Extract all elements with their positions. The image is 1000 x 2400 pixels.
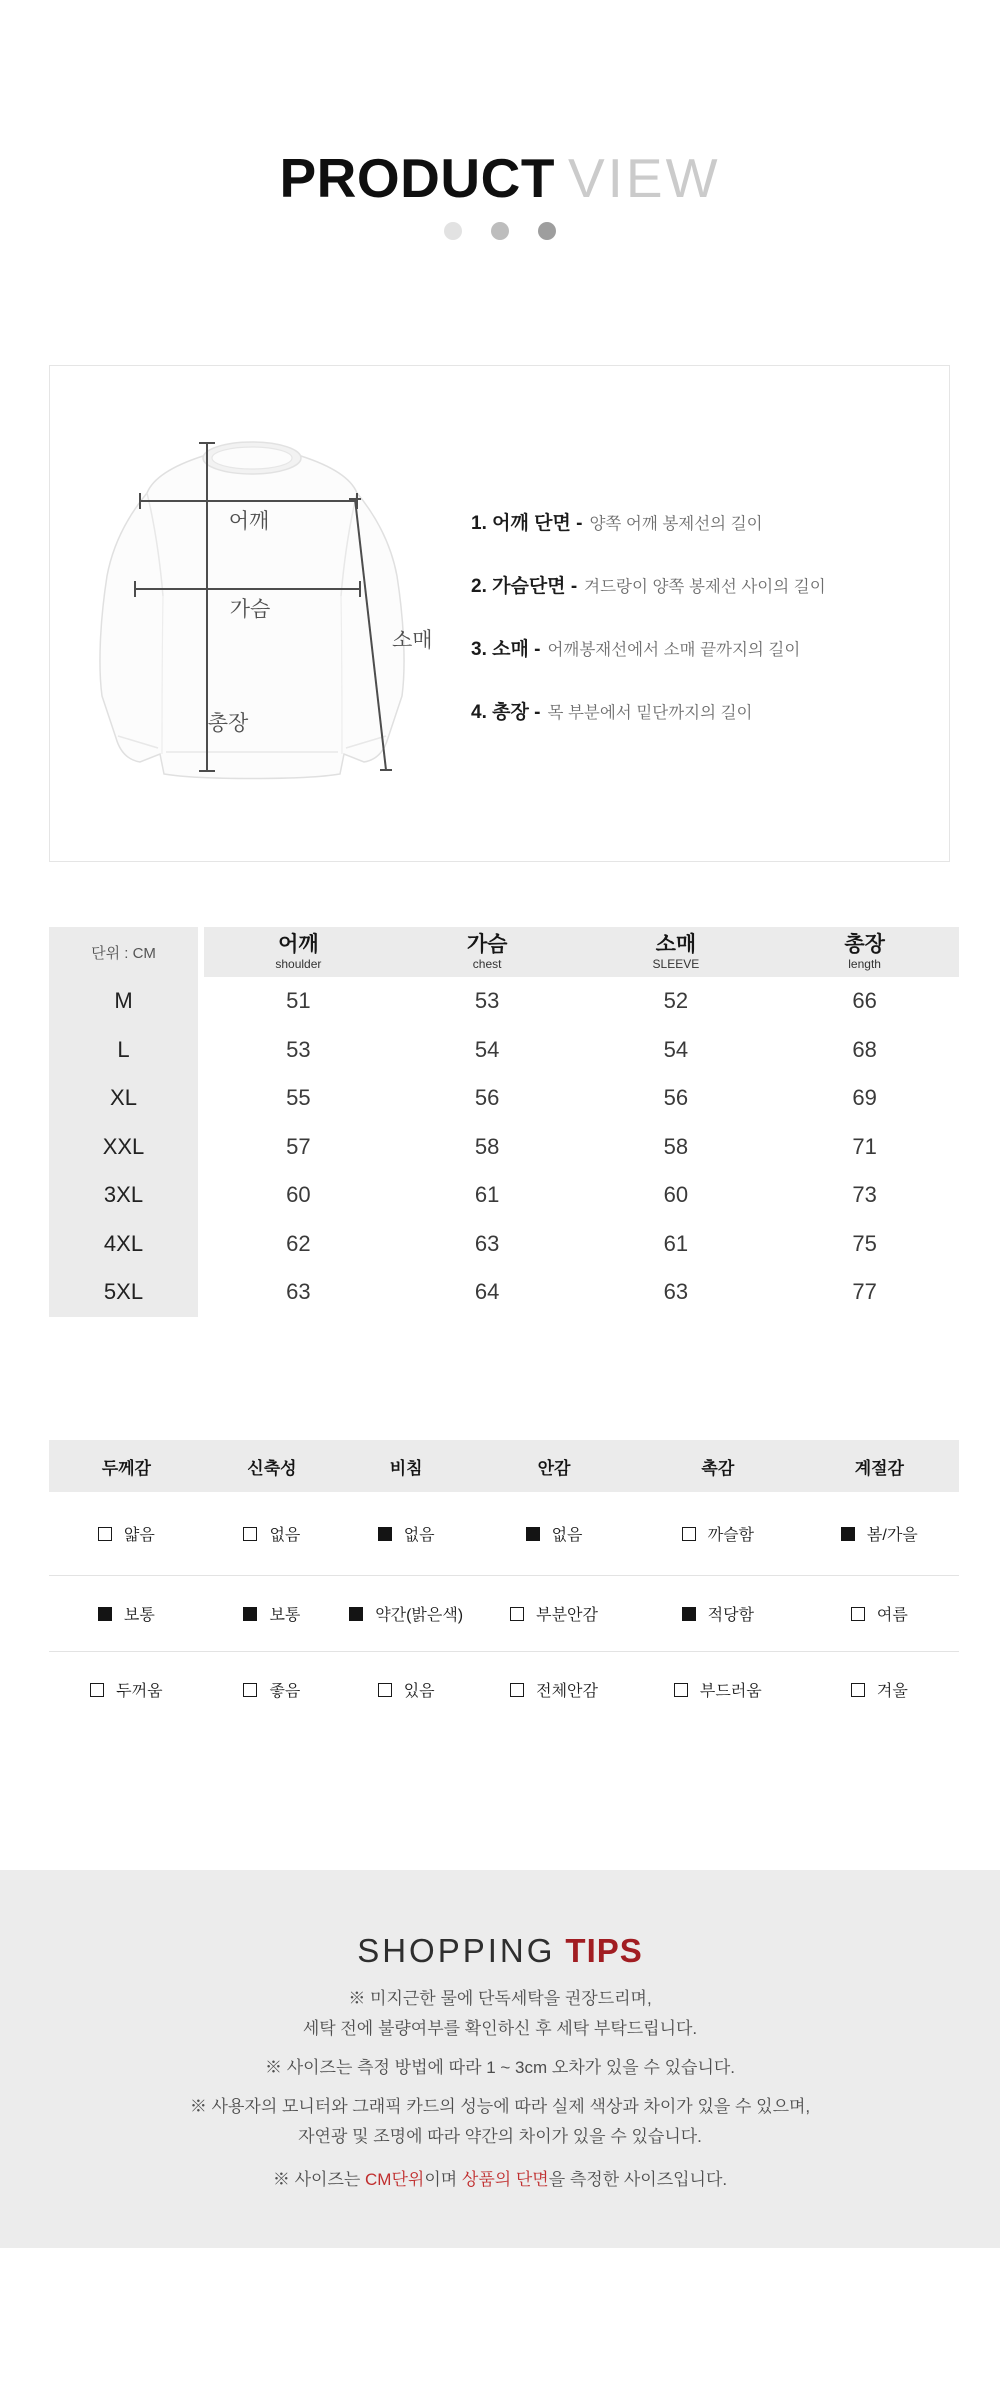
fabric-rows — [49, 1492, 959, 1727]
size-value-cell: 63 — [393, 1220, 582, 1269]
checkbox-unchecked-icon — [90, 1683, 104, 1697]
size-value-cell: 54 — [582, 1026, 771, 1075]
size-row-label: L — [49, 1026, 198, 1075]
sleeve-measure-label: 소매 — [392, 629, 433, 652]
tips-paragraph — [0, 1984, 1000, 2044]
size-column-name-en: chest — [472, 957, 502, 971]
fabric-cell — [800, 1602, 959, 1625]
fabric-column-header: 신축성 — [247, 1458, 297, 1478]
tips-section — [0, 1870, 1000, 2248]
fabric-cell — [636, 1602, 800, 1625]
checkbox-unchecked-icon — [510, 1683, 524, 1697]
fabric-cell — [340, 1602, 472, 1625]
fabric-cell — [340, 1678, 472, 1701]
fabric-cell — [204, 1678, 341, 1701]
fabric-option-label: 있음 — [403, 1683, 435, 1700]
tips-highlight-segment: 이며 — [424, 2170, 462, 2189]
size-value-cell: 55 — [204, 1074, 393, 1123]
tips-paragraph — [0, 2053, 1000, 2083]
collar-inner — [212, 447, 292, 469]
size-column-name-ko: 어깨 — [278, 933, 319, 956]
tips-body — [0, 1984, 1000, 2195]
fabric-option-label: 좋음 — [269, 1683, 301, 1700]
size-value-cell: 57 — [204, 1123, 393, 1172]
fabric-cell — [49, 1602, 204, 1625]
checkbox-checked-icon — [526, 1527, 540, 1541]
fabric-option-label: 겨울 — [876, 1683, 908, 1700]
fabric-option-label: 봄/가을 — [866, 1527, 918, 1544]
fabric-option-label: 얇음 — [123, 1527, 155, 1544]
page-title-secondary: VIEW — [567, 147, 721, 209]
fabric-option-label: 적당함 — [707, 1607, 754, 1624]
size-value-cell: 71 — [770, 1123, 959, 1172]
size-row-label: 5XL — [49, 1268, 198, 1317]
note-desc: 목 부분에서 밑단까지의 길이 — [547, 704, 753, 722]
checkbox-unchecked-icon — [851, 1607, 865, 1621]
fabric-table — [49, 1440, 959, 1727]
fabric-option-label: 까슬함 — [707, 1527, 754, 1544]
page-title — [0, 146, 1000, 210]
fabric-cell — [49, 1522, 204, 1545]
measurement-note — [471, 508, 826, 535]
size-value-cell: 51 — [204, 977, 393, 1026]
tips-highlight-segment: 을 측정한 사이즈입니다. — [548, 2170, 728, 2189]
checkbox-unchecked-icon — [510, 1607, 524, 1621]
tips-line: ※ 사이즈는 측정 방법에 따라 1 ~ 3cm 오차가 있을 수 있습니다. — [264, 2058, 736, 2077]
note-desc: 겨드랑이 양쪽 봉제선 사이의 길이 — [584, 578, 826, 596]
size-value-cell: 62 — [204, 1220, 393, 1269]
tips-highlight-segment: CM단위 — [365, 2170, 425, 2189]
size-value-cell: 73 — [770, 1171, 959, 1220]
note-desc: 어깨봉재선에서 소매 끝까지의 길이 — [547, 641, 801, 659]
size-column-name-en: shoulder — [275, 957, 322, 971]
size-value-cell: 56 — [393, 1074, 582, 1123]
tips-title-primary: SHOPPING — [357, 1932, 556, 1969]
chest-measure-label: 가슴 — [229, 598, 271, 621]
fabric-option-label: 부분안감 — [536, 1607, 598, 1624]
size-value-cell: 75 — [770, 1220, 959, 1269]
measurement-note — [471, 697, 826, 724]
fabric-option-label: 보통 — [123, 1607, 155, 1624]
tips-highlight-segment: 상품의 단면 — [461, 2170, 549, 2189]
size-value-cell: 56 — [582, 1074, 771, 1123]
pagination-dot — [491, 222, 509, 240]
size-value-cell: 53 — [204, 1026, 393, 1075]
fabric-option-label: 없음 — [269, 1527, 301, 1544]
checkbox-unchecked-icon — [674, 1683, 688, 1697]
note-desc: 양쪽 어깨 봉제선의 길이 — [589, 515, 763, 533]
size-column-name-en: SLEEVE — [652, 957, 700, 971]
size-column-name-ko: 소매 — [655, 933, 697, 956]
size-value-cell: 61 — [393, 1171, 582, 1220]
fabric-cell — [636, 1522, 800, 1545]
size-value-cell: 64 — [393, 1268, 582, 1317]
tips-highlight-line — [0, 2165, 1000, 2195]
size-row-label: XL — [49, 1074, 198, 1123]
checkbox-checked-icon — [98, 1607, 112, 1621]
fabric-cell — [472, 1678, 636, 1701]
size-value-cell: 69 — [770, 1074, 959, 1123]
pagination-dots — [0, 222, 1000, 240]
fabric-option-label: 보통 — [269, 1607, 301, 1624]
fabric-cell — [800, 1678, 959, 1701]
fabric-column-header: 계절감 — [854, 1458, 904, 1478]
fabric-cell — [49, 1678, 204, 1701]
fabric-row — [49, 1492, 959, 1576]
fabric-option-label: 부드러움 — [699, 1683, 762, 1700]
size-value-cell: 66 — [770, 977, 959, 1026]
size-row-label: 4XL — [49, 1220, 198, 1269]
size-column-header — [393, 927, 582, 977]
fabric-option-label: 없음 — [403, 1527, 435, 1544]
fabric-option-label: 두꺼움 — [116, 1683, 163, 1700]
tips-line: 세탁 전에 불량여부를 확인하신 후 세탁 부탁드립니다. — [302, 2019, 698, 2038]
fabric-cell — [472, 1522, 636, 1545]
measurement-note — [471, 634, 826, 661]
size-value-cell: 58 — [582, 1123, 771, 1172]
fabric-cell — [204, 1602, 341, 1625]
size-column-header — [770, 927, 959, 977]
checkbox-checked-icon — [682, 1607, 696, 1621]
fabric-header-row — [49, 1440, 959, 1492]
fabric-cell — [800, 1522, 959, 1545]
size-value-cell: 61 — [582, 1220, 771, 1269]
size-value-cell: 53 — [393, 977, 582, 1026]
fabric-row — [49, 1652, 959, 1727]
checkbox-unchecked-icon — [851, 1683, 865, 1697]
pagination-dot — [444, 222, 462, 240]
fabric-cell — [472, 1602, 636, 1625]
notes-list — [471, 508, 826, 760]
size-value-cell: 58 — [393, 1123, 582, 1172]
fabric-cell — [340, 1522, 472, 1545]
fabric-column-header: 안감 — [537, 1458, 571, 1478]
checkbox-checked-icon — [349, 1607, 363, 1621]
size-column-header — [582, 927, 771, 977]
checkbox-checked-icon — [841, 1527, 855, 1541]
shoulder-measure-label: 어깨 — [228, 510, 270, 533]
measurement-note — [471, 571, 826, 598]
fabric-row — [49, 1576, 959, 1652]
size-column-name-en: length — [848, 957, 881, 971]
size-value-cell: 77 — [770, 1268, 959, 1317]
tips-highlight-segment: ※ 사이즈는 — [272, 2170, 366, 2189]
tips-title-accent: TIPS — [565, 1932, 643, 1969]
tips-paragraph — [0, 2092, 1000, 2152]
note-term: 2. 가슴단면 - — [471, 576, 578, 597]
checkbox-unchecked-icon — [243, 1527, 257, 1541]
tips-title — [0, 1870, 1000, 1967]
size-column-header — [204, 927, 393, 977]
fabric-option-label: 없음 — [551, 1527, 583, 1544]
fabric-column-header: 비침 — [389, 1458, 423, 1478]
size-value-cell: 63 — [582, 1268, 771, 1317]
fabric-column-header: 두께감 — [101, 1458, 151, 1478]
note-term: 3. 소매 - — [471, 639, 541, 660]
size-row-label: 3XL — [49, 1171, 198, 1220]
size-column-name-ko: 가슴 — [466, 933, 508, 956]
checkbox-unchecked-icon — [243, 1683, 257, 1697]
length-measure-label: 총장 — [207, 712, 249, 735]
size-column-name-ko: 총장 — [844, 933, 885, 956]
tips-line: ※ 사용자의 모니터와 그래픽 카드의 성능에 따라 실제 색상과 차이가 있을 수 있으며, — [189, 2097, 811, 2116]
note-term: 1. 어깨 단면 - — [471, 513, 583, 534]
measurement-diagram-box — [49, 365, 950, 862]
size-row-label: XXL — [49, 1123, 198, 1172]
checkbox-unchecked-icon — [98, 1527, 112, 1541]
page-title-primary: PRODUCT — [279, 147, 555, 209]
fabric-option-label: 여름 — [876, 1607, 908, 1624]
checkbox-unchecked-icon — [682, 1527, 696, 1541]
fabric-option-label: 약간(밝은색) — [375, 1607, 464, 1624]
checkbox-unchecked-icon — [378, 1683, 392, 1697]
checkbox-checked-icon — [243, 1607, 257, 1621]
size-value-cell: 68 — [770, 1026, 959, 1075]
fabric-option-label: 전체안감 — [536, 1683, 598, 1700]
note-term: 4. 총장 - — [471, 702, 541, 723]
size-table — [49, 927, 959, 1317]
size-value-cell: 63 — [204, 1268, 393, 1317]
fabric-column-header: 촉감 — [701, 1458, 735, 1478]
tips-line: ※ 미지근한 물에 단독세탁을 권장드리며, — [348, 1989, 652, 2008]
size-value-cell: 60 — [204, 1171, 393, 1220]
size-value-cell: 54 — [393, 1026, 582, 1075]
size-unit-cell: 단위 : CM — [49, 927, 198, 977]
pagination-dot — [538, 222, 556, 240]
tips-line: 자연광 및 조명에 따라 약간의 차이가 있을 수 있습니다. — [298, 2127, 702, 2146]
size-value-cell: 60 — [582, 1171, 771, 1220]
fabric-cell — [204, 1522, 341, 1545]
checkbox-checked-icon — [378, 1527, 392, 1541]
size-value-cell: 52 — [582, 977, 771, 1026]
size-row-label: M — [49, 977, 198, 1026]
fabric-cell — [636, 1678, 800, 1701]
